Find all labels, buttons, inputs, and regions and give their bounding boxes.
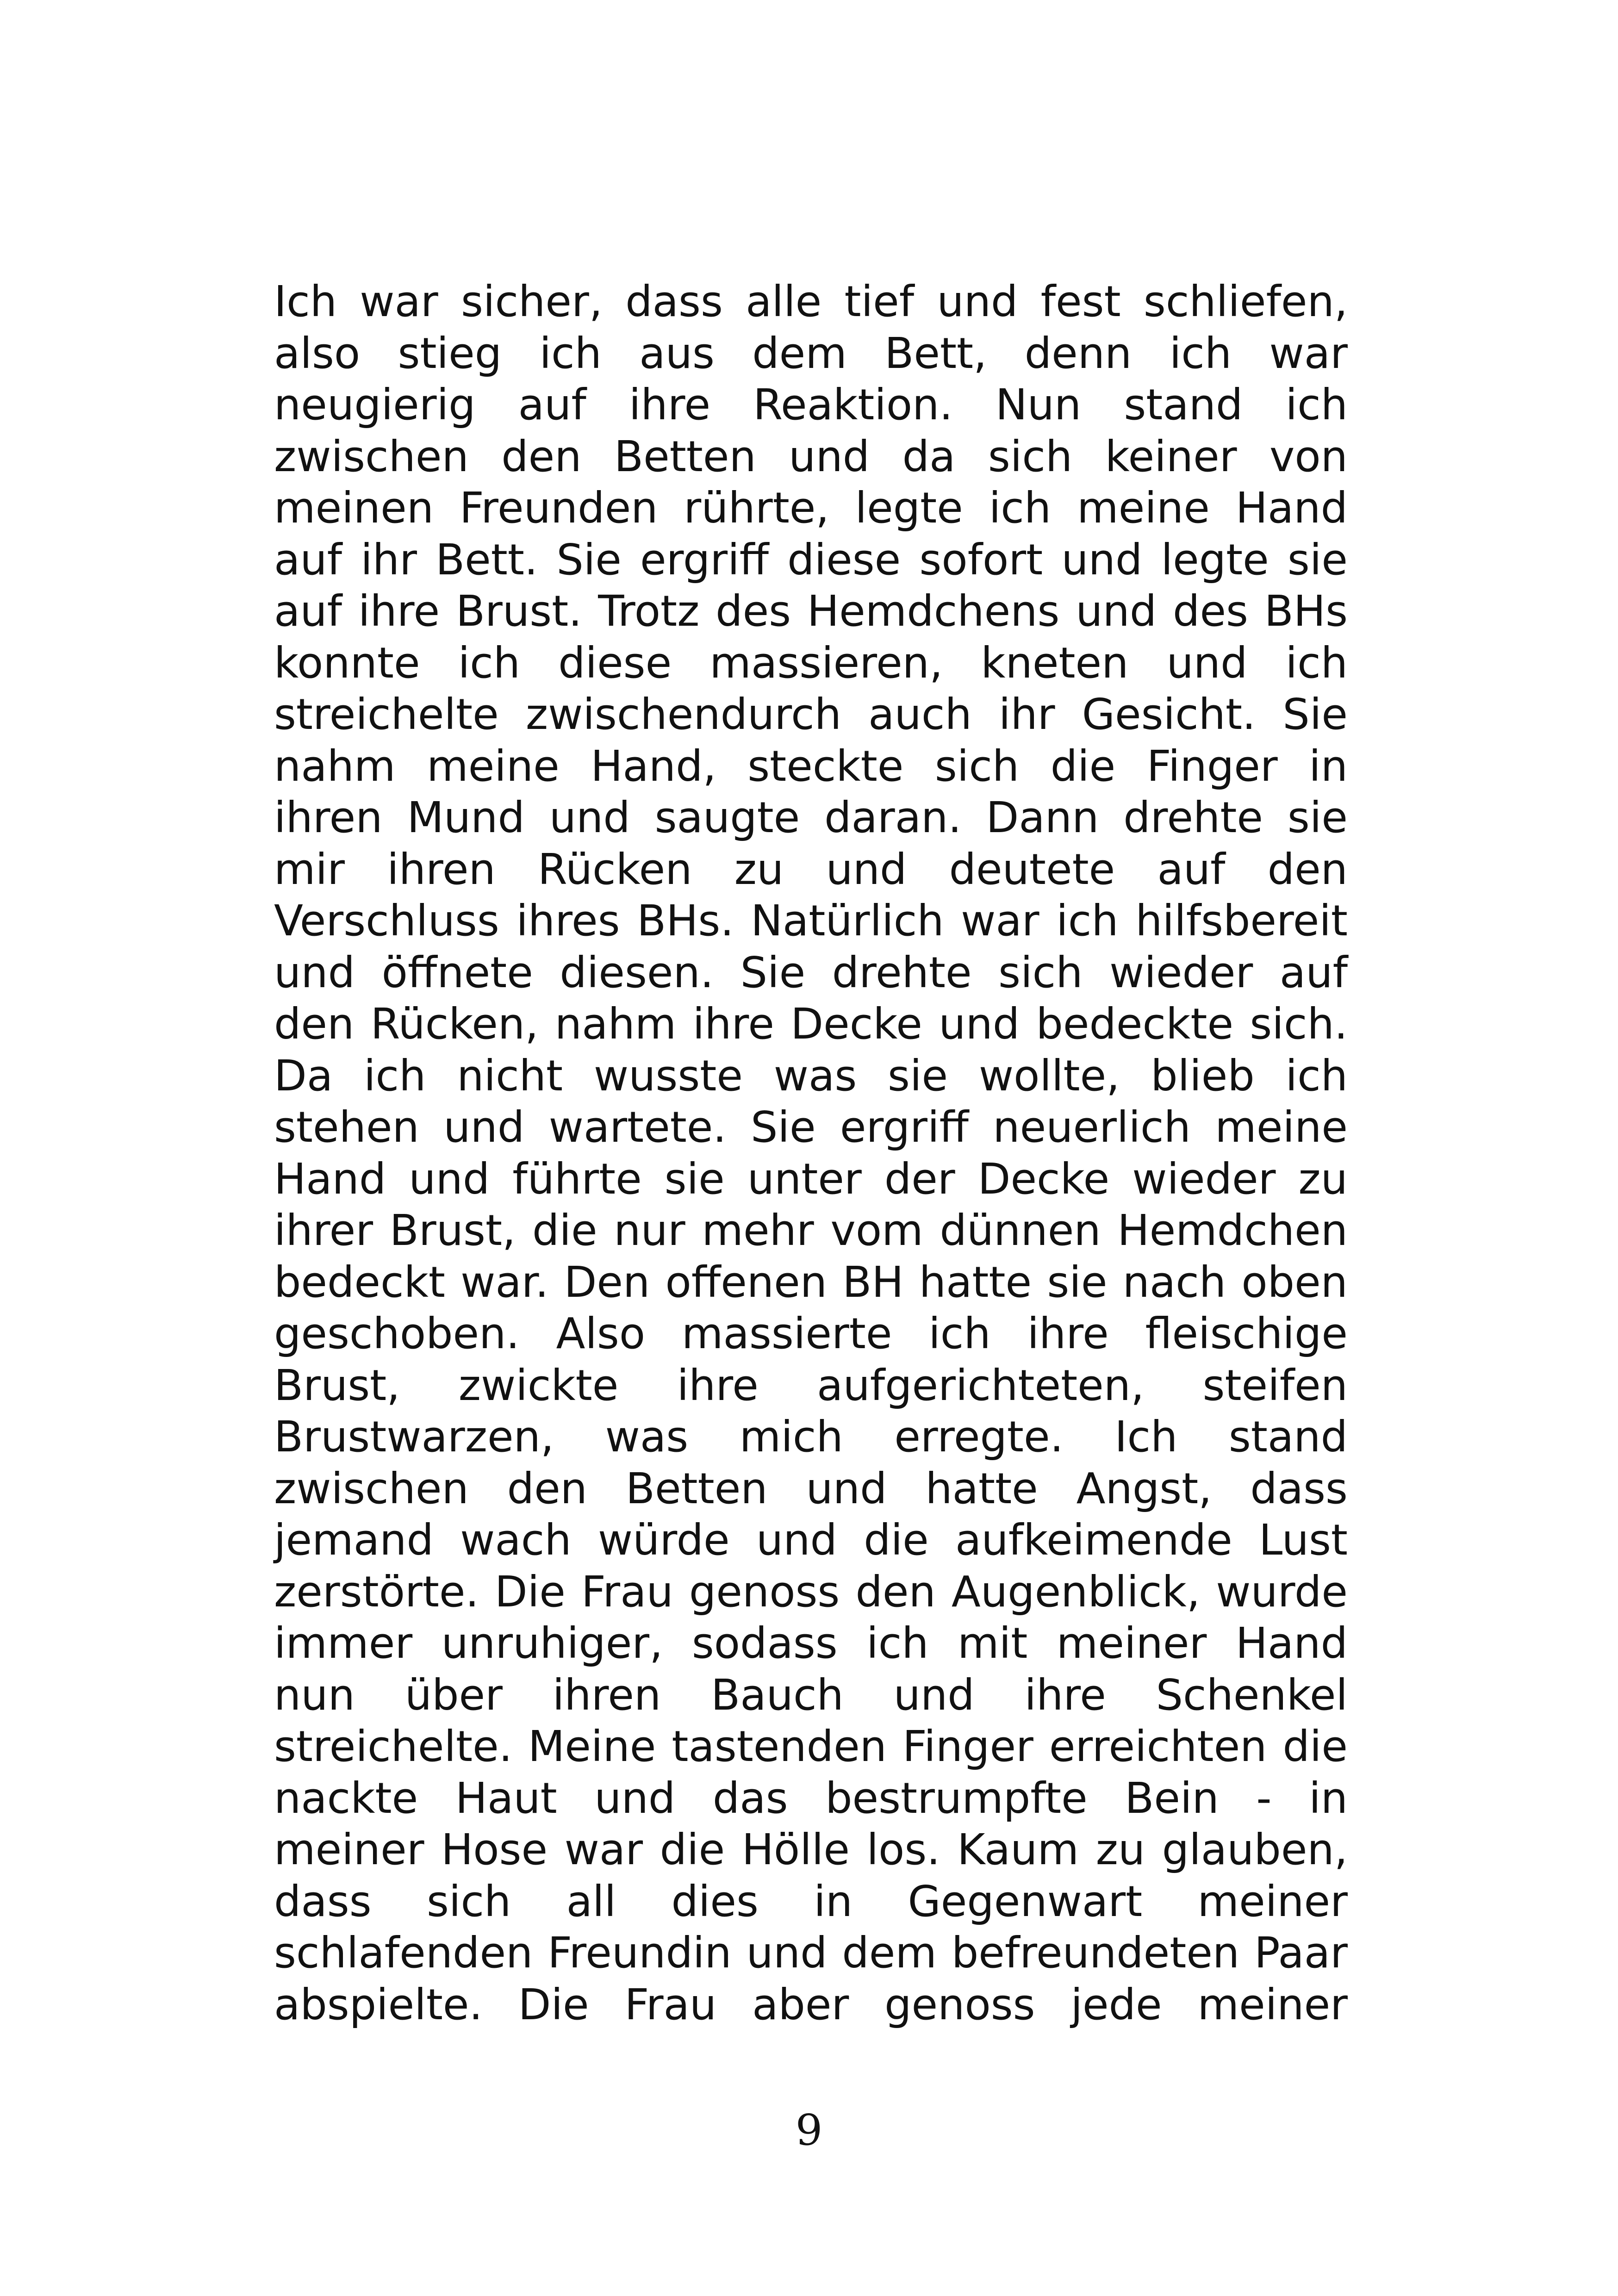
text-line: geschoben. Also massierte ich ihre fleischige bbox=[274, 1309, 1348, 1358]
text-line: zwischen den Betten und da sich keiner von bbox=[274, 431, 1348, 481]
text-line: Ich war sicher, dass alle tief und fest schliefen, bbox=[274, 277, 1348, 326]
text-line: dass sich all dies in Gegenwart meiner bbox=[274, 1876, 1348, 1926]
text-line: auf ihr Bett. Sie ergriff diese sofort und legte sie bbox=[274, 535, 1348, 585]
text-line: Verschluss ihres BHs. Natürlich war ich hilfsbereit bbox=[274, 896, 1348, 946]
text-line: immer unruhiger, sodass ich mit meiner Hand bbox=[274, 1618, 1348, 1668]
text-line: nun über ihren Bauch und ihre Schenkel bbox=[274, 1670, 1348, 1720]
text-line: bedeckt war. Den offenen BH hatte sie nach oben bbox=[274, 1257, 1348, 1307]
text-line: Brustwarzen, was mich erregte. Ich stand bbox=[274, 1412, 1348, 1462]
text-line: Brust, zwickte ihre aufgerichteten, steifen bbox=[274, 1360, 1348, 1410]
text-line: schlafenden Freundin und dem befreundeten Paar bbox=[274, 1928, 1348, 1978]
text-line: und öffnete diesen. Sie drehte sich wieder auf bbox=[274, 947, 1348, 997]
text-line: nahm meine Hand, steckte sich die Finger in bbox=[274, 741, 1348, 791]
text-line: zerstörte. Die Frau genoss den Augenblick, wurde bbox=[274, 1567, 1348, 1617]
text-line: ihrer Brust, die nur mehr vom dünnen Hemdchen bbox=[274, 1206, 1348, 1255]
text-line: also stieg ich aus dem Bett, denn ich war bbox=[274, 328, 1348, 378]
text-line: den Rücken, nahm ihre Decke und bedeckte sich. bbox=[274, 999, 1348, 1049]
text-line: Hand und führte sie unter der Decke wieder zu bbox=[274, 1154, 1348, 1204]
text-line: nackte Haut und das bestrumpfte Bein - in bbox=[274, 1773, 1348, 1823]
text-line: neugierig auf ihre Reaktion. Nun stand ich bbox=[274, 380, 1348, 429]
text-line: meinen Freunden rührte, legte ich meine Hand bbox=[274, 483, 1348, 533]
text-line: stehen und wartete. Sie ergriff neuerlich meine bbox=[274, 1102, 1348, 1152]
text-line: zwischen den Betten und hatte Angst, dass bbox=[274, 1463, 1348, 1513]
body-text bbox=[274, 276, 1348, 2030]
text-line: abspielte. Die Frau aber genoss jede meiner bbox=[274, 1979, 1348, 2029]
text-line: streichelte. Meine tastenden Finger erreichten die bbox=[274, 1722, 1348, 1771]
text-line: meiner Hose war die Hölle los. Kaum zu glauben, bbox=[274, 1825, 1348, 1874]
text-line: Da ich nicht wusste was sie wollte, blieb ich bbox=[274, 1051, 1348, 1101]
text-line: mir ihren Rücken zu und deutete auf den bbox=[274, 844, 1348, 894]
text-line: konnte ich diese massieren, kneten und ich bbox=[274, 638, 1348, 688]
text-line: jemand wach würde und die aufkeimende Lust bbox=[274, 1515, 1348, 1565]
text-line: auf ihre Brust. Trotz des Hemdchens und des BHs bbox=[274, 586, 1348, 636]
text-line: ihren Mund und saugte daran. Dann drehte sie bbox=[274, 793, 1348, 842]
page-number: 9 bbox=[795, 2105, 823, 2155]
text-line: streichelte zwischendurch auch ihr Gesicht. Sie bbox=[274, 690, 1348, 739]
